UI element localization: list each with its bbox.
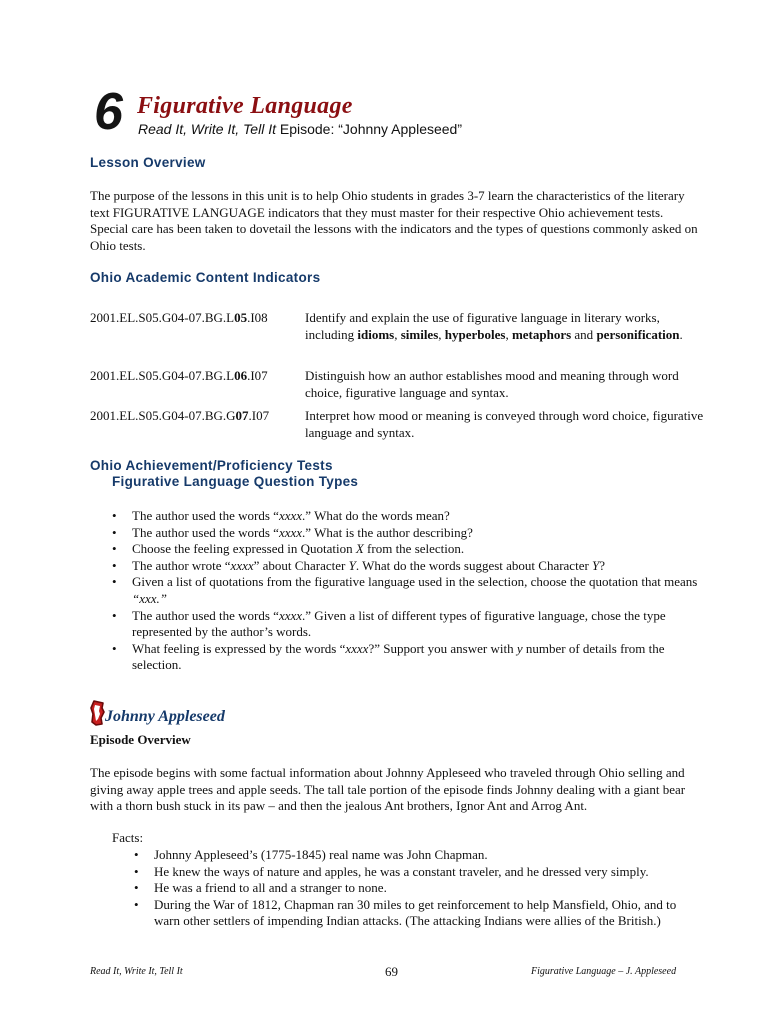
indicator-description: Distinguish how an author establishes mood and meaning through word choice, figurative language and syntax. [305, 368, 679, 400]
indicators-heading: Ohio Academic Content Indicators [90, 270, 321, 285]
page-number: 69 [385, 964, 398, 979]
list-item: • During the War of 1812, Chapman ran 30 miles to get reinforcement to help Mansfield, Ohio, and to warn other settlers of impending Indian attacks. (The attacking Indians were allies of the British.) [130, 897, 705, 930]
list-item: • The author used the words “xxxx.” What is the author describing? [108, 525, 708, 542]
list-item: • The author used the words “xxxx.” Given a list of different types of figurative language, chose the type represented by the author’s words. [108, 608, 708, 641]
list-item: • Given a list of quotations from the figurative language used in the selection, choose the quotation that means “xxx.” [108, 574, 708, 607]
list-item: • The author wrote “xxxx” about Character Y. What do the words suggest about Character Y? [108, 558, 708, 575]
indicator-code: 2001.EL.S05.G04-07.BG.L05.I08 [90, 310, 268, 325]
indicator-code: 2001.EL.S05.G04-07.BG.G07.I07 [90, 408, 270, 423]
question-types-list [108, 508, 708, 674]
episode-overview-heading: Episode Overview [90, 732, 191, 747]
chapter-number: 6 [94, 83, 123, 141]
chapter-subtitle [138, 122, 462, 137]
episode-title: Johnny Appleseed [105, 708, 225, 725]
episode-label: Episode: “Johnny Appleseed” [275, 121, 462, 137]
list-item: • Johnny Appleseed’s (1775-1845) real name was John Chapman. [130, 847, 705, 864]
list-item: • He was a friend to all and a stranger to none. [130, 880, 705, 897]
ohio-state-outline-icon [90, 700, 106, 731]
lesson-overview-heading: Lesson Overview [90, 155, 206, 170]
footer-right: Figurative Language – J. Appleseed [531, 966, 677, 977]
tests-heading: Ohio Achievement/Proficiency Tests [90, 458, 333, 473]
list-item: • What feeling is expressed by the words “xxxx?” Support you answer with y number of details from the selection. [108, 641, 708, 674]
footer-left: Read It, Write It, Tell It [90, 966, 183, 977]
indicator-code: 2001.EL.S05.G04-07.BG.L06.I07 [90, 368, 268, 383]
facts-list [130, 847, 705, 930]
indicator-description: Identify and explain the use of figurative language in literary works, including idioms, similes, hyperboles, metaphors and personification. [305, 310, 683, 342]
series-name: Read It, Write It, Tell It [138, 121, 276, 137]
indicator-description: Interpret how mood or meaning is conveyed through word choice, figurative language and syntax. [305, 408, 704, 440]
lesson-overview-text: The purpose of the lessons in this unit is to help Ohio students in grades 3-7 learn the characteristics of the literary text FIGURATIVE LANGUAGE indicators that they must master for their respective Ohio achievement tests. Special care has been taken to dovetail the lessons with the indicators and the types of questions commonly asked on Ohio tests. [90, 188, 698, 253]
list-item: • The author used the words “xxxx.” What do the words mean? [108, 508, 708, 525]
question-types-heading: Figurative Language Question Types [112, 474, 359, 489]
chapter-title: Figurative Language [137, 93, 353, 119]
facts-label: Facts: [112, 830, 144, 845]
episode-overview-text: The episode begins with some factual information about Johnny Appleseed who traveled through Ohio selling and giving away apple trees and apple seeds. The tall tale portion of the episode finds Johnny dealing with a giant bear with a thorn bush stuck in its paw – and then the jealous Ant brothers, Ignor Ant and Arrog Ant. [90, 765, 686, 814]
list-item: • He knew the ways of nature and apples, he was a constant traveler, and he dressed very simply. [130, 864, 705, 881]
list-item: • Choose the feeling expressed in Quotation X from the selection. [108, 541, 708, 558]
